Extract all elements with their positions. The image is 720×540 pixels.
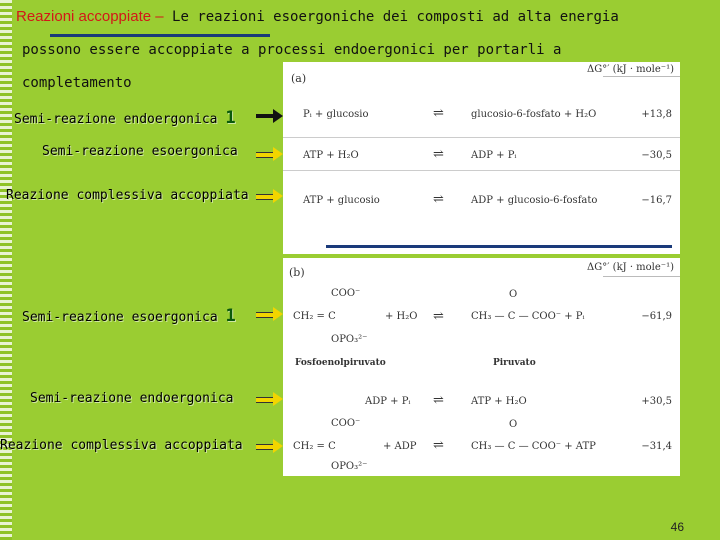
arrow-a3-icon: [256, 189, 283, 203]
title-line1-text: Le reazioni esoergoniche dei composti ad alta energia: [163, 9, 619, 25]
panel-b-cpo3: OPO₃²⁻: [331, 334, 368, 345]
panel-b-row3-value: −31,4: [641, 441, 672, 452]
panel-a-header-rule: [603, 76, 680, 77]
equilibrium-arrow-icon: ⇌: [433, 106, 444, 121]
panel-b-header-rule: [603, 276, 680, 277]
panel-b-row3-plus: + ADP: [383, 441, 417, 452]
label-b-complessiva: Reazione complessiva accoppiata: [0, 438, 243, 453]
panel-b-row1-product: CH₃ — C — COO⁻ + Pᵢ: [471, 311, 585, 322]
panel-b-row3-product: CH₃ — C — COO⁻ + ATP: [471, 441, 596, 452]
page-number: 46: [670, 520, 684, 534]
panel-a-row3-value: −16,7: [641, 195, 672, 206]
panel-a-row2-left: ATP + H₂O: [303, 150, 359, 161]
panel-a-row1-left: Pᵢ + glucosio: [303, 109, 369, 120]
panel-a-underline: [326, 245, 672, 248]
panel-b-h2o: + H₂O: [385, 311, 418, 322]
panel-b-row3-cpo3: OPO₃²⁻: [331, 461, 368, 472]
equilibrium-arrow-icon: ⇌: [433, 393, 444, 408]
panel-a-tag: (a): [291, 72, 307, 85]
panel-a-row2-value: −30,5: [641, 150, 672, 161]
panel-b-row2-value: +30,5: [641, 396, 672, 407]
panel-a-row3-left: ATP + glucosio: [303, 195, 380, 206]
panel-a-rule: [283, 137, 680, 138]
label-a-esoergonica: Semi-reazione esoergonica: [42, 144, 238, 159]
panel-a-row2-right: ADP + Pᵢ: [471, 150, 517, 161]
panel-b-coo: COO⁻: [331, 288, 361, 299]
panel-a: [283, 62, 680, 254]
arrow-b3-icon: [256, 439, 283, 453]
slide-title-line1: [16, 8, 619, 25]
arrow-a2-icon: [256, 147, 283, 161]
slide-title-line2: possono essere accoppiate a processi endoergonici per portarli a: [22, 42, 562, 58]
equilibrium-arrow-icon: ⇌: [433, 309, 444, 324]
panel-b-row3-o-top: O: [509, 419, 518, 430]
label-b-endoergonica: Semi-reazione endoergonica: [30, 391, 234, 406]
label-a-number: 1: [225, 108, 236, 128]
panel-a-row1-right: glucosio-6-fosfato + H₂O: [471, 109, 597, 120]
panel-a-row3-right: ADP + glucosio-6-fosfato: [471, 195, 598, 206]
label-b-number: 1: [225, 306, 236, 326]
panel-a-rule: [283, 170, 680, 171]
panel-b-name-right: Piruvato: [493, 358, 536, 368]
panel-b-row3-ch2: CH₂ = C: [293, 441, 336, 452]
panel-b-row1-value: −61,9: [641, 311, 672, 322]
arrow-b1-icon: [256, 307, 283, 321]
label-a-endoergonica: Semi-reazione endoergonica 1: [14, 108, 236, 128]
panel-b-o-top: O: [509, 289, 518, 300]
arrow-a1-icon: [256, 109, 283, 123]
arrow-b2-icon: [256, 392, 283, 406]
panel-b-ch2: CH₂ = C: [293, 311, 336, 322]
label-a-complessiva: Reazione complessiva accoppiata: [6, 188, 249, 203]
panel-a-row1-value: +13,8: [641, 109, 672, 120]
decorative-stripe: [0, 0, 12, 540]
panel-b-row2-left: ADP + Pᵢ: [365, 396, 411, 407]
equilibrium-arrow-icon: ⇌: [433, 192, 444, 207]
panel-b-tag: (b): [289, 266, 305, 279]
slide-title-line3: completamento: [22, 75, 132, 91]
panel-b-row3-coo: COO⁻: [331, 418, 361, 429]
label-b-esoergonica: Semi-reazione esoergonica 1: [22, 306, 236, 326]
title-highlight: Reazioni accoppiate –: [16, 8, 164, 25]
panel-b-header: ΔG°′ (kJ · mole⁻¹): [587, 262, 674, 273]
panel-b: [283, 258, 680, 476]
panel-b-row2-right: ATP + H₂O: [471, 396, 527, 407]
equilibrium-arrow-icon: ⇌: [433, 147, 444, 162]
panel-b-name-left: Fosfoenolpiruvato: [295, 358, 386, 368]
panel-a-header: ΔG°′ (kJ · mole⁻¹): [587, 64, 674, 75]
equilibrium-arrow-icon: ⇌: [433, 438, 444, 453]
title-underline: [50, 34, 270, 37]
